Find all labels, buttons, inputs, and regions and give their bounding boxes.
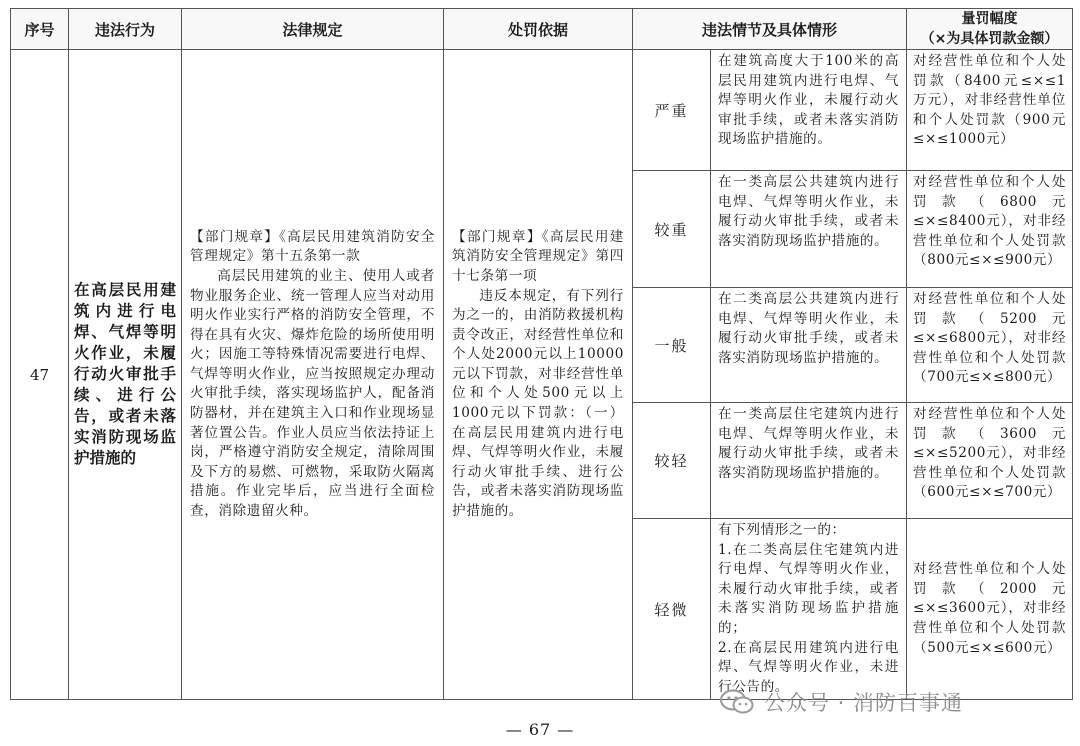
law-title: 【部门规章】《高层民用建筑消防安全管理规定》第十五条第一款 — [190, 228, 435, 265]
header-act: 违法行为 — [69, 9, 182, 50]
watermark-text: 公众号 · 消防百事通 — [764, 691, 964, 715]
violation-act: 在高层民用建筑内进行电焊、气焊等明火作业，未履行动火审批手续、进行公告，或者未落实消防现场监护措施的 — [69, 50, 182, 700]
basis-body: 违反本规定，有下列行为之一的，由消防救援机构责令改正，对经营性单位和个人处2000元以上10000元以下罚款，对非经营性单位和个人处500元以上1000元以下罚款：（一）在高层民用建筑内进行电焊、气焊等明火作业，未履行动火审批手续、进行公告，或者未落实消防现场监护措施的。 — [452, 287, 624, 520]
wechat-icon — [720, 689, 754, 715]
severity-level: 严重 — [633, 50, 711, 171]
header-no: 序号 — [11, 9, 69, 50]
severity-level: 一般 — [633, 288, 711, 403]
header-basis: 处罚依据 — [444, 9, 633, 50]
severity-level: 较重 — [633, 171, 711, 288]
law-provision — [182, 50, 444, 700]
basis-title: 【部门规章】《高层民用建筑消防安全管理规定》第四十七条第一项 — [452, 228, 624, 284]
fine-amount: 对经营性单位和个人处罚款（8400元≤×≤1万元），对非经营性单位和个人处罚款（900元≤×≤1000元） — [907, 50, 1073, 171]
severity-level: 较轻 — [633, 403, 711, 519]
condition-item: 1.在二类高层住宅建筑内进行电焊、气焊等明火作业，未履行动火审批手续，或者未落实消防现场监护措施的； — [718, 541, 900, 636]
circumstance-detail: 在一类高层住宅建筑内进行电焊、气焊等明火作业，未履行动火审批手续，或者未落实消防现场监护措施的。 — [711, 403, 907, 519]
penalty-table — [10, 8, 1073, 700]
circumstance-detail: 在一类高层公共建筑内进行电焊、气焊等明火作业，未履行动火审批手续，或者未落实消防现场监护措施的。 — [711, 171, 907, 288]
fine-amount: 对经营性单位和个人处罚款（3600元≤×≤5200元），对非经营性单位和个人处罚款（600元≤×≤700元） — [907, 403, 1073, 519]
header-amount — [907, 9, 1073, 50]
condition-intro: 有下列情形之一的： — [718, 522, 846, 538]
wechat-watermark — [720, 687, 963, 717]
header-amount-line2: （×为具体罚款金额） — [920, 31, 1059, 47]
penalty-basis — [444, 50, 633, 700]
circumstance-detail: 在二类高层公共建筑内进行电焊、气焊等明火作业，未履行动火审批手续，或者未落实消防现场监护措施的。 — [711, 288, 907, 403]
header-law: 法律规定 — [182, 9, 444, 50]
row-number: 47 — [11, 50, 69, 700]
fine-amount: 对经营性单位和个人处罚款（5200元≤×≤6800元），对非经营性单位和个人处罚款（700元≤×≤800元） — [907, 288, 1073, 403]
circumstance-detail: 在建筑高度大于100米的高层民用建筑内进行电焊、气焊等明火作业，未履行动火审批手续，或者未落实消防现场监护措施的。 — [711, 50, 907, 171]
header-circumstance: 违法情节及具体情形 — [633, 9, 907, 50]
law-body: 高层民用建筑的业主、使用人或者物业服务企业、统一管理人应当对动用明火作业实行严格的消防安全管理，不得在具有火灾、爆炸危险的场所使用明火；因施工等特殊情况需要进行电焊、气焊等明火作业，应当按照规定办理动火审批手续，落实现场监护人，配备消防器材，并在建筑主入口和作业现场显著位置公告。作业人员应当依法持证上岗，严格遵守消防安全规定，清除周围及下方的易燃、可燃物，采取防火隔离措施。作业完毕后，应当进行全面检查，消除遗留火种。 — [190, 267, 435, 520]
header-amount-line1: 量罚幅度 — [961, 11, 1018, 27]
circumstance-detail — [711, 519, 907, 700]
header-row — [11, 9, 1073, 50]
severity-level: 轻微 — [633, 519, 711, 700]
page-number: — 67 — — [505, 720, 575, 739]
table-row — [11, 50, 1073, 171]
fine-amount: 对经营性单位和个人处罚款（2000元≤×≤3600元），对非经营性单位和个人处罚款（500元≤×≤600元） — [907, 519, 1073, 700]
fine-amount: 对经营性单位和个人处罚款（6800元≤×≤8400元），对非经营性单位和个人处罚款（800元≤×≤900元） — [907, 171, 1073, 288]
condition-item: 2.在高层民用建筑内进行电焊、气焊等明火作业，未进行公告的。 — [718, 639, 900, 695]
